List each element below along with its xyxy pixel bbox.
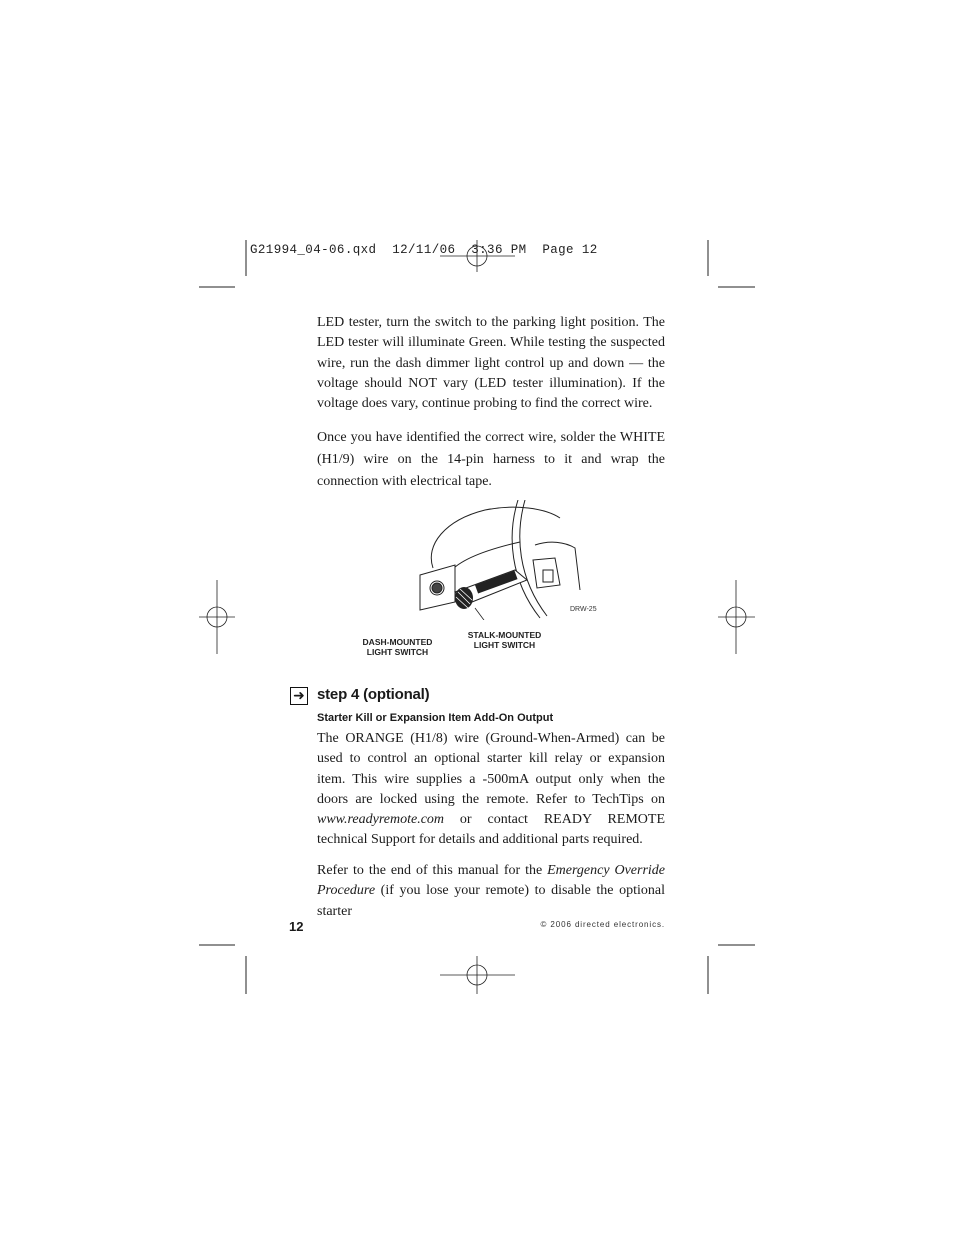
step-subheading: Starter Kill or Expansion Item Add-On Output bbox=[317, 712, 554, 724]
dashboard-illustration bbox=[415, 500, 605, 620]
stalk-switch-caption: STALK-MOUNTED LIGHT SWITCH bbox=[467, 630, 542, 650]
drawing-code: DRW-25 bbox=[570, 606, 597, 613]
registration-mark-bottom bbox=[440, 956, 515, 994]
arrow-right-icon: ➜ bbox=[290, 687, 308, 705]
step-heading: step 4 (optional) bbox=[317, 686, 430, 703]
slug-line: G21994_04-06.qxd 12/11/06 3:36 PM Page 12 bbox=[250, 243, 598, 257]
registration-mark-right bbox=[718, 580, 755, 654]
paragraph-orange-wire: The ORANGE (H1/8) wire (Ground-When-Armed) can be used to control an optional starter kill relay or expansion item. This wire supplies a -500mA output only when the doors are locked using the remote. Refer to TechTips on www.readyremote.com or contact READY REMOTE technical Support for details and additional parts required. bbox=[317, 731, 665, 848]
leader-line-stalk bbox=[475, 608, 495, 620]
copyright-notice: © 2006 directed electronics. bbox=[540, 920, 665, 929]
page-number: 12 bbox=[289, 919, 304, 934]
dash-switch-caption: DASH-MOUNTED LIGHT SWITCH bbox=[362, 637, 433, 657]
paragraph-led-tester: LED tester, turn the switch to the parking light position. The LED tester will illuminate Green. While testing the suspected wire, run the dash dimmer light control up and down — the voltage should NOT vary (LED tester illumination). If the voltage does vary, continue probing to find the correct wire. bbox=[317, 315, 665, 412]
readyremote-link: www.readyremote.com bbox=[317, 812, 445, 828]
paragraph-solder-white-wire: Once you have identified the correct wire, solder the WHITE (H1/9) wire on the 14-pin harness to it and wrap the connection with electrical tape. bbox=[317, 430, 665, 489]
paragraph-emergency-override: Refer to the end of this manual for the Emergency Override Procedure (if you lose your remote) to disable the optional starter bbox=[317, 863, 665, 919]
registration-mark-left bbox=[199, 580, 235, 654]
